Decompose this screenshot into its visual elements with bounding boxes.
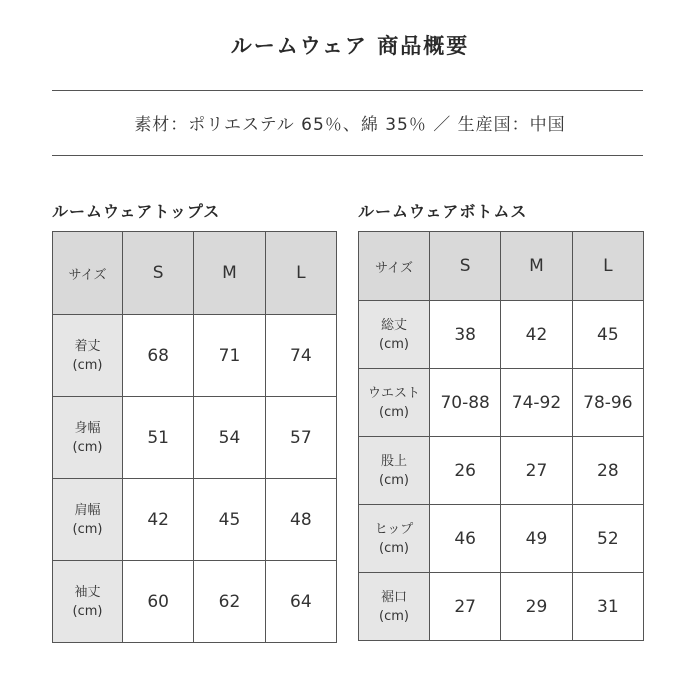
measure-unit: (cm)	[379, 336, 409, 352]
measure-name: ヒップ	[374, 521, 414, 537]
value-cell: 70-88	[430, 369, 501, 437]
value-cell: 26	[430, 437, 501, 505]
measure-unit: (cm)	[72, 521, 103, 537]
table-row	[359, 505, 644, 573]
value-cell: 45	[194, 479, 265, 561]
size-corner-cell: サイズ	[53, 232, 123, 315]
table-header-row	[53, 232, 337, 315]
tops-section-title: ルームウェアトップス	[52, 202, 221, 221]
value-cell: 68	[123, 315, 194, 397]
measure-name: ウエスト	[367, 385, 420, 401]
measure-unit: (cm)	[72, 439, 103, 455]
value-cell: 71	[194, 315, 265, 397]
value-cell: 27	[430, 573, 501, 641]
size-header-m: M	[501, 232, 572, 301]
measure-name: 着丈	[74, 338, 101, 354]
table-header-row	[359, 232, 644, 301]
bottoms-size-table	[358, 231, 644, 641]
value-cell: 51	[123, 397, 194, 479]
value-cell: 74-92	[501, 369, 572, 437]
row-label	[53, 397, 123, 479]
table-row	[359, 437, 644, 505]
value-cell: 42	[123, 479, 194, 561]
value-cell: 28	[572, 437, 643, 505]
value-cell: 27	[501, 437, 572, 505]
value-cell: 78-96	[572, 369, 643, 437]
measure-unit: (cm)	[379, 608, 409, 624]
bottoms-section-title: ルームウェアボトムス	[358, 202, 528, 221]
row-label	[359, 301, 430, 369]
measure-name: 袖丈	[74, 584, 101, 600]
measure-name: 裾口	[380, 589, 407, 605]
value-cell: 42	[501, 301, 572, 369]
value-cell: 45	[572, 301, 643, 369]
value-cell: 31	[572, 573, 643, 641]
table-row	[359, 573, 644, 641]
measure-unit: (cm)	[379, 472, 409, 488]
value-cell: 74	[265, 315, 336, 397]
measure-unit: (cm)	[72, 357, 103, 373]
size-header-l: L	[265, 232, 336, 315]
page-title: ルームウェア 商品概要	[230, 34, 470, 58]
table-row	[359, 301, 644, 369]
row-label	[359, 369, 430, 437]
value-cell: 38	[430, 301, 501, 369]
table-row	[53, 315, 337, 397]
table-row	[53, 479, 337, 561]
value-cell: 52	[572, 505, 643, 573]
size-header-s: S	[123, 232, 194, 315]
row-label	[359, 505, 430, 573]
size-header-m: M	[194, 232, 265, 315]
size-header-l: L	[572, 232, 643, 301]
value-cell: 60	[123, 561, 194, 643]
row-label	[359, 573, 430, 641]
bottom-divider	[52, 155, 643, 156]
measure-name: 総丈	[380, 317, 407, 333]
value-cell: 49	[501, 505, 572, 573]
row-label	[53, 315, 123, 397]
value-cell: 54	[194, 397, 265, 479]
value-cell: 46	[430, 505, 501, 573]
size-header-s: S	[430, 232, 501, 301]
measure-name: 肩幅	[74, 502, 101, 518]
top-divider	[52, 90, 643, 91]
tops-size-table	[52, 231, 337, 643]
row-label	[53, 479, 123, 561]
size-corner-cell: サイズ	[359, 232, 430, 301]
value-cell: 48	[265, 479, 336, 561]
measure-name: 身幅	[74, 420, 101, 436]
value-cell: 57	[265, 397, 336, 479]
value-cell: 64	[265, 561, 336, 643]
measure-unit: (cm)	[379, 540, 409, 556]
value-cell: 29	[501, 573, 572, 641]
table-row	[359, 369, 644, 437]
row-label	[359, 437, 430, 505]
table-row	[53, 397, 337, 479]
value-cell: 62	[194, 561, 265, 643]
material-spec: 素材：ポリエステル 65％、綿 35％ ／ 生産国：中国	[134, 115, 566, 135]
measure-unit: (cm)	[379, 404, 409, 420]
measure-name: 股上	[380, 453, 407, 469]
row-label	[53, 561, 123, 643]
measure-unit: (cm)	[72, 603, 103, 619]
table-row	[53, 561, 337, 643]
